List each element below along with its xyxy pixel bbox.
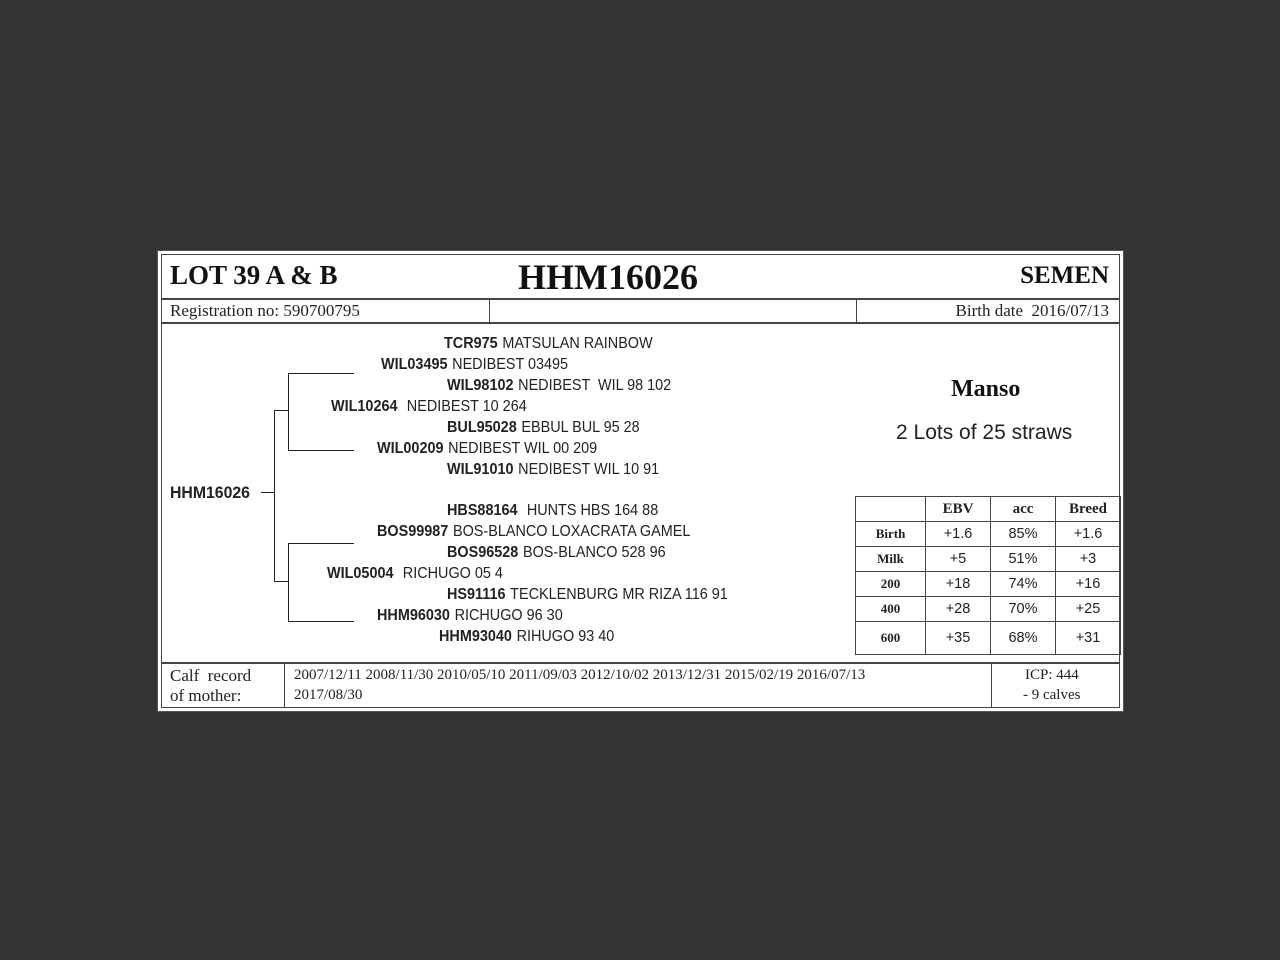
ebv-value: +28 [926,597,991,622]
calf-record-dates-line2: 2017/08/30 [294,687,363,703]
row-label: Milk [856,547,926,572]
row-label: 600 [856,622,926,655]
pedigree-sire-sire-sire: TCR975 MATSULAN RAINBOW [444,335,653,352]
row-label: Birth [856,522,926,547]
birth-date: Birth date 2016/07/13 [955,301,1109,320]
ebv-value: +1.6 [926,522,991,547]
pedigree-sire-sire-dam: WIL98102 NEDIBEST WIL 98 102 [447,377,672,394]
pedigree-line [288,450,354,451]
pedigree-line [288,373,289,450]
pedigree-dam-sire: BOS99987 BOS-BLANCO LOXACRATA GAMEL [377,523,691,540]
lot-number: LOT 39 A & B [170,260,338,290]
column-header: Breed [1056,497,1121,522]
ebv-value: +5 [926,547,991,572]
animal-id-title: HHM16026 [518,257,698,297]
pedigree-dam-sire-sire: HBS88164 HUNTS HBS 164 88 [447,502,659,519]
acc-value: 68% [991,622,1056,655]
row-label: 400 [856,597,926,622]
pedigree-line [288,373,354,374]
acc-value: 74% [991,572,1056,597]
table-corner [856,497,926,522]
pedigree-dam-sire-dam: BOS96528 BOS-BLANCO 528 96 [447,544,666,561]
pedigree-line [274,581,288,582]
column-header: acc [991,497,1056,522]
pedigree-sire-dam-sire: BUL95028 EBBUL BUL 95 28 [447,419,640,436]
acc-value: 51% [991,547,1056,572]
breed-name: Manso [951,376,1021,402]
registration-number: Registration no: 590700795 [170,301,360,320]
pedigree-dam: WIL05004 RICHUGO 05 4 [327,565,503,582]
breed-value: +31 [1056,622,1121,655]
table-row [856,522,1121,547]
ebv-value: +35 [926,622,991,655]
table-row [856,497,1121,522]
breed-value: +1.6 [1056,522,1121,547]
breed-value: +16 [1056,572,1121,597]
pedigree-line [274,410,288,411]
pedigree-dam-dam-dam: HHM93040 RIHUGO 93 40 [439,628,615,645]
calf-record-label-line2: of mother: [170,686,242,705]
table-row [856,547,1121,572]
calf-record-label-line1: Calf record [170,666,252,685]
pedigree-sire: WIL10264 NEDIBEST 10 264 [331,398,527,415]
pedigree-dam-dam-sire: HS91116 TECKLENBURG MR RIZA 116 91 [447,586,728,603]
ebv-value: +18 [926,572,991,597]
blank-cell [489,299,857,323]
pedigree-subject: HHM16026 [170,483,250,502]
acc-value: 70% [991,597,1056,622]
icp-value: ICP: 444 [1025,667,1079,683]
product-type: SEMEN [1020,262,1109,289]
lot-card [157,250,1124,712]
pedigree-line [288,621,354,622]
breed-value: +3 [1056,547,1121,572]
ebv-table [855,496,1121,655]
calf-record-dates-line1: 2007/12/11 2008/11/30 2010/05/10 2011/09/03 2012/10/02 2013/12/31 2015/02/19 2016/07/13 [294,667,866,683]
table-row [856,622,1121,655]
acc-value: 85% [991,522,1056,547]
column-header: EBV [926,497,991,522]
pedigree-line [288,543,289,621]
row-label: 200 [856,572,926,597]
table-row [856,572,1121,597]
pedigree-line [274,410,275,581]
table-row [856,597,1121,622]
lots-description: 2 Lots of 25 straws [896,421,1073,444]
pedigree-line [288,543,354,544]
pedigree-line [261,492,274,493]
pedigree-sire-dam: WIL00209 NEDIBEST WIL 00 209 [377,440,598,457]
calves-count: - 9 calves [1023,687,1081,703]
breed-value: +25 [1056,597,1121,622]
pedigree-dam-dam: HHM96030 RICHUGO 96 30 [377,607,563,624]
pedigree-sire-dam-dam: WIL91010 NEDIBEST WIL 10 91 [447,461,660,478]
pedigree-sire-sire: WIL03495 NEDIBEST 03495 [381,356,569,373]
